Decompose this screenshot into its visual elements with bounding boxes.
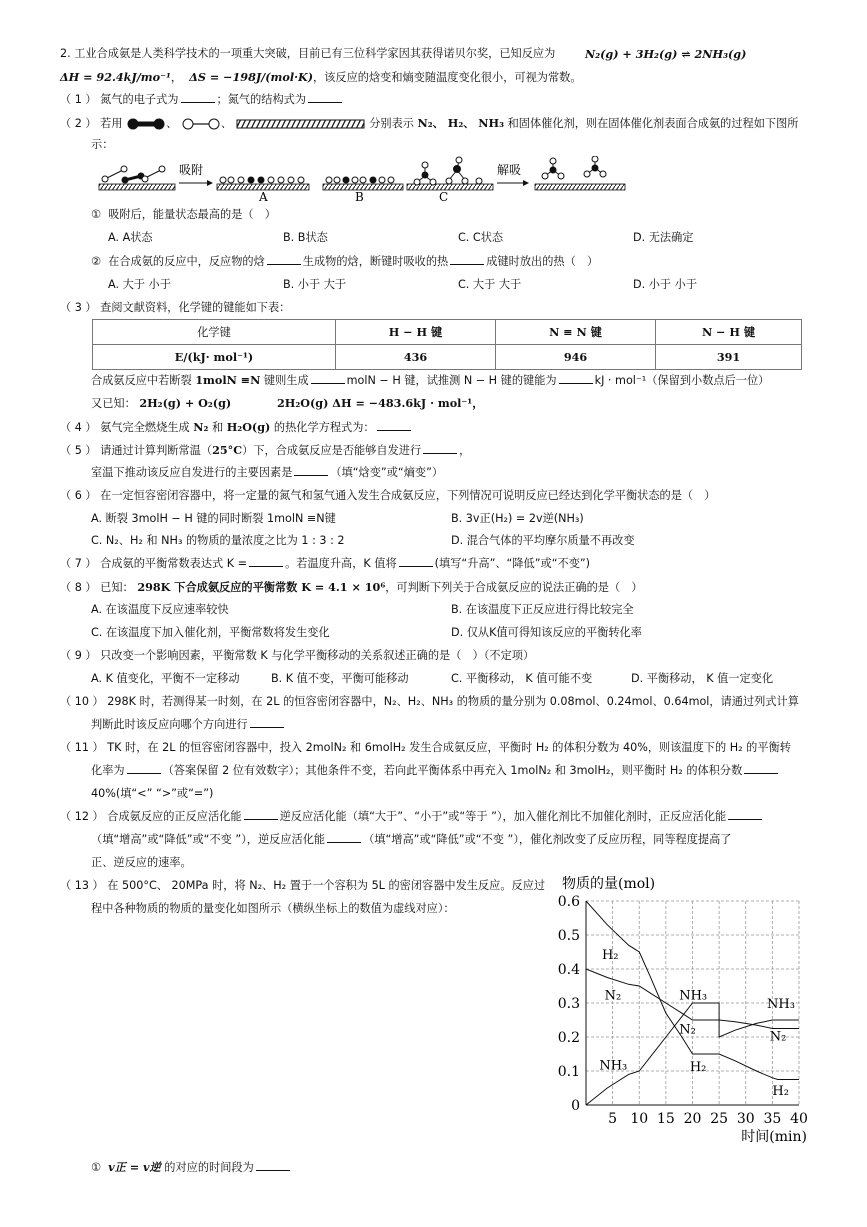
reaction-equation: N₂(g) + 3H₂(g) ⇌ 2NH₃(g): [585, 47, 747, 61]
q11-line3: 40%(填“<” “>”或“=”): [91, 787, 214, 800]
svg-text:A: A: [259, 190, 268, 202]
x-tick-label: 35: [763, 1111, 782, 1127]
q6-option-d[interactable]: D. 混合气体的平均摩尔质量不再改变: [451, 534, 635, 547]
x-tick-label: 20: [683, 1111, 702, 1127]
table-cell: 946: [496, 345, 656, 370]
stage-initial: [99, 166, 175, 190]
q10-line: （ 10 ） 298K 时，若测得某一时刻，在 2L 的恒容密闭容器中，N₂、H₂、NH₃ 的物质的量分别为 0.08mol、0.24mol、0.64mol，请通过列式计算: [60, 695, 799, 708]
answer-blank[interactable]: [423, 443, 457, 454]
stage-final: [535, 156, 625, 190]
table-cell: E/(kJ· mol⁻¹): [93, 345, 336, 370]
series-label: N₂: [604, 988, 622, 1004]
x-tick-label: 25: [710, 1111, 729, 1127]
table-header: N ≡ N 键: [496, 320, 656, 345]
q2-sub1-option-b[interactable]: B. B状态: [283, 231, 328, 244]
arrow-desorb: [497, 163, 529, 186]
y-axis-label: 物质的量(mol): [562, 876, 656, 892]
q8-line: （ 8 ） 已知： 298K 下合成氨反应的平衡常数 K = 4.1 × 10⁶，可判断下列关于合成氨反应的说法正确的是（ ）: [60, 580, 643, 594]
x-axis-label: 时间(min): [741, 1129, 807, 1145]
answer-blank[interactable]: [728, 809, 762, 820]
q6-option-a[interactable]: A. 断裂 3molH − H 键的同时断裂 1molN ≡N键: [91, 512, 336, 525]
answer-blank[interactable]: [244, 809, 278, 820]
answer-blank[interactable]: [311, 373, 345, 384]
y-tick-label: 0: [571, 1098, 580, 1114]
series-label: N₂: [769, 1029, 787, 1045]
q8-option-c[interactable]: C. 在该温度下加入催化剂，平衡常数将发生变化: [91, 626, 330, 639]
table-cell: 436: [336, 345, 496, 370]
q3-line-b: 又已知： 2H₂(g) + O₂(g) 2H₂O(g) ΔH = −483.6kJ · mol⁻¹，: [91, 396, 484, 410]
q2-sub1-option-d[interactable]: D. 无法确定: [633, 231, 694, 244]
q8-option-b[interactable]: B. 在该温度下正反应进行得比较完全: [451, 603, 634, 616]
q5-line2: 室温下推动该反应自发进行的主要因素是 （填“焓变”或“熵变”）: [91, 466, 444, 479]
table-header-row: [93, 320, 802, 345]
q8-option-a[interactable]: A. 在该温度下反应速率较快: [91, 603, 229, 616]
svg-text:吸附: 吸附: [179, 163, 204, 177]
q11-line: （ 11 ） TK 时，在 2L 的恒容密闭容器中，投入 2molN₂ 和 6molH₂ 发生合成氨反应，平衡时 H₂ 的体积分数为 40%，则该温度下的 H₂ 的平衡转: [60, 741, 791, 754]
y-tick-label: 0.3: [558, 996, 580, 1012]
answer-blank[interactable]: [127, 763, 161, 774]
y-tick-label: 0.4: [558, 962, 580, 978]
q12-line3: 正、逆反应的速率。: [91, 856, 192, 869]
series-label: NH₃: [599, 1058, 628, 1074]
table-row: [93, 345, 802, 370]
q9-line: （ 9 ） 只改变一个影响因素，平衡常数 K 与化学平衡移动的关系叙述正确的是（ ）（不定项）: [60, 649, 535, 662]
q2-sub1-option-c[interactable]: C. C状态: [458, 231, 504, 244]
adsorption-process-diagram: [95, 156, 735, 202]
y-tick-label: 0.6: [558, 894, 580, 910]
arrow-adsorb: [179, 163, 213, 186]
amount-vs-time-chart: [558, 872, 810, 1150]
q1-line: （ 1 ） 氮气的电子式为 ；氮气的结构式为: [60, 92, 344, 108]
series-label: H₂: [689, 1060, 707, 1075]
n2-molecule-icon: [126, 118, 166, 130]
question-intro-line1: 2. 工业合成氨是人类科学技术的一项重大突破，目前已有三位科学家因其获得诺贝尔奖，已知反应为 N₂(g) + 3H₂(g) ⇌ 2NH₃(g): [60, 47, 747, 61]
question-intro-line2: ΔH = 92.4kJ/mo⁻¹， ΔS = −198J/(mol·K)，该反应的焓变和熵变随温度变化很小，可视为常数。: [60, 70, 582, 84]
q13-sub1: ① v正 = v逆 的对应的时间段为: [91, 1159, 292, 1176]
answer-blank[interactable]: [327, 832, 361, 843]
answer-blank[interactable]: [267, 254, 301, 265]
svg-text:B: B: [355, 190, 364, 202]
svg-text:C: C: [439, 190, 449, 202]
q8-option-d[interactable]: D. 仅从K值可得知该反应的平衡转化率: [451, 626, 642, 639]
q9-option-a[interactable]: A. K 值变化，平衡不一定移动: [91, 672, 240, 685]
answer-blank[interactable]: [294, 465, 328, 476]
answer-blank[interactable]: [559, 373, 593, 384]
q11-line2: 化率为 （答案保留 2 位有效数字）；其他条件不变，若向此平衡体系中再充入 1molN₂ 和 3molH₂，则平衡时 H₂ 的体积分数: [91, 763, 780, 779]
x-tick-label: 5: [608, 1111, 618, 1127]
q12-line: （ 12 ） 合成氨反应的正反应活化能 逆反应活化能（填“大于”、“小于”或“等于 ”），加入催化剂比不加催化剂时，正反应活化能: [60, 809, 764, 825]
stage-C: [407, 157, 493, 202]
svg-text:解吸: 解吸: [497, 163, 522, 177]
q2-sub2-option-a[interactable]: A. 大于 小于: [108, 278, 171, 291]
answer-blank[interactable]: [744, 763, 778, 774]
y-tick-label: 0.2: [558, 1030, 580, 1046]
table-cell: 391: [656, 345, 802, 370]
q9-option-c[interactable]: C. 平衡移动， K 值可能不变: [451, 672, 593, 685]
x-tick-label: 40: [790, 1111, 808, 1127]
q6-option-b[interactable]: B. 3v正(H₂) = 2v逆(NH₃): [451, 512, 584, 525]
x-tick-label: 30: [736, 1111, 755, 1127]
q13-line: （ 13 ） 在 500°C、 20MPa 时，将 N₂、H₂ 置于一个容积为 5L 的密闭容器中发生反应。反应过: [60, 879, 546, 892]
q10-line2: 判断此时该反应向哪个方向进行: [91, 717, 286, 733]
q13-line2: 程中各种物质的物质的量变化如图所示（横纵坐标上的数值为虚线对应）：: [91, 902, 455, 915]
y-tick-label: 0.1: [558, 1064, 580, 1080]
catalyst-surface-icon: [236, 119, 366, 129]
series-label: NH₃: [679, 988, 708, 1004]
table-header: 化学键: [93, 320, 336, 345]
q6-option-c[interactable]: C. N₂、H₂ 和 NH₃ 的物质的量浓度之比为 1 : 3 : 2: [91, 534, 345, 547]
answer-blank[interactable]: [249, 556, 283, 567]
stage-A: [217, 177, 309, 203]
series-label: H₂: [601, 947, 619, 963]
y-tick-label: 0.5: [558, 928, 580, 944]
q9-option-d[interactable]: D. 平衡移动， K 值一定变化: [631, 672, 774, 685]
q2-sub2-option-b[interactable]: B. 小于 大于: [283, 278, 347, 291]
q2-sub2-option-c[interactable]: C. 大于 大于: [458, 278, 522, 291]
answer-blank[interactable]: [250, 717, 284, 728]
x-tick-label: 10: [630, 1111, 649, 1127]
series-label: NH₃: [767, 997, 795, 1013]
q3-line: （ 3 ） 查阅文献资料，化学键的键能如下表：: [60, 301, 291, 314]
answer-blank[interactable]: [181, 92, 215, 103]
answer-blank[interactable]: [308, 92, 342, 103]
q5-line: （ 5 ） 请通过计算判断常温（25°C）下，合成氨反应是否能够自发进行 ，: [60, 443, 471, 457]
q2-line: （ 2 ） 若用 、 、 分别表示 N₂、 H₂、 NH₃ 和固体催化剂，则在固体催化剂表面合成氨的过程如下图所: [60, 116, 799, 130]
q2-sub2: ② 在合成氨的反应中，反应物的焓 生成物的焓，断键时吸收的热 成键时放出的热（ ）: [91, 255, 599, 268]
series-label: H₂: [772, 1083, 789, 1099]
answer-blank[interactable]: [377, 420, 411, 431]
q4-line: （ 4 ） 氨气完全燃烧生成 N₂ 和 H₂O(g) 的热化学方程式为：: [60, 419, 413, 436]
q12-line2: （填“增高”或“降低”或“不变 ”），逆反应活化能 （填“增高”或“降低”或“不变 ”），催化剂改变了反应历程，同等程度提高了: [91, 833, 732, 846]
table-header: H − H 键: [336, 320, 496, 345]
q2-sub1: ① 吸附后，能量状态最高的是（ ）: [91, 208, 276, 221]
h2-molecule-icon: [181, 118, 221, 130]
q2-sub2-option-d[interactable]: D. 小于 小于: [633, 278, 698, 291]
q7-line: （ 7 ） 合成氨的平衡常数表达式 K = 。若温度升高，K 值将 (填写“升高”、“降低”或“不变”): [60, 557, 591, 570]
q6-line: （ 6 ） 在一定恒容密闭容器中，将一定量的氮气和氢气通入发生合成氨反应，下列情况可说明反应已经达到化学平衡状态的是（ ）: [60, 489, 716, 502]
q2-line2: 示：: [91, 138, 114, 151]
q3-line-a: 合成氨反应中若断裂 1molN ≡N 键则生成 molN − H 键，试推测 N − H 键的键能为 kJ · mol⁻¹（保留到小数点后一位）: [91, 373, 770, 387]
q9-option-b[interactable]: B. K 值不变，平衡可能移动: [271, 672, 409, 685]
answer-blank[interactable]: [256, 1160, 290, 1171]
stage-B: [323, 177, 403, 203]
x-tick-label: 15: [656, 1111, 675, 1127]
bond-energy-table: [92, 319, 802, 370]
q2-sub1-option-a[interactable]: A. A状态: [108, 231, 153, 244]
answer-blank[interactable]: [399, 556, 433, 567]
series-label: N₂: [679, 1022, 696, 1038]
table-header: N − H 键: [656, 320, 802, 345]
answer-blank[interactable]: [450, 254, 484, 265]
